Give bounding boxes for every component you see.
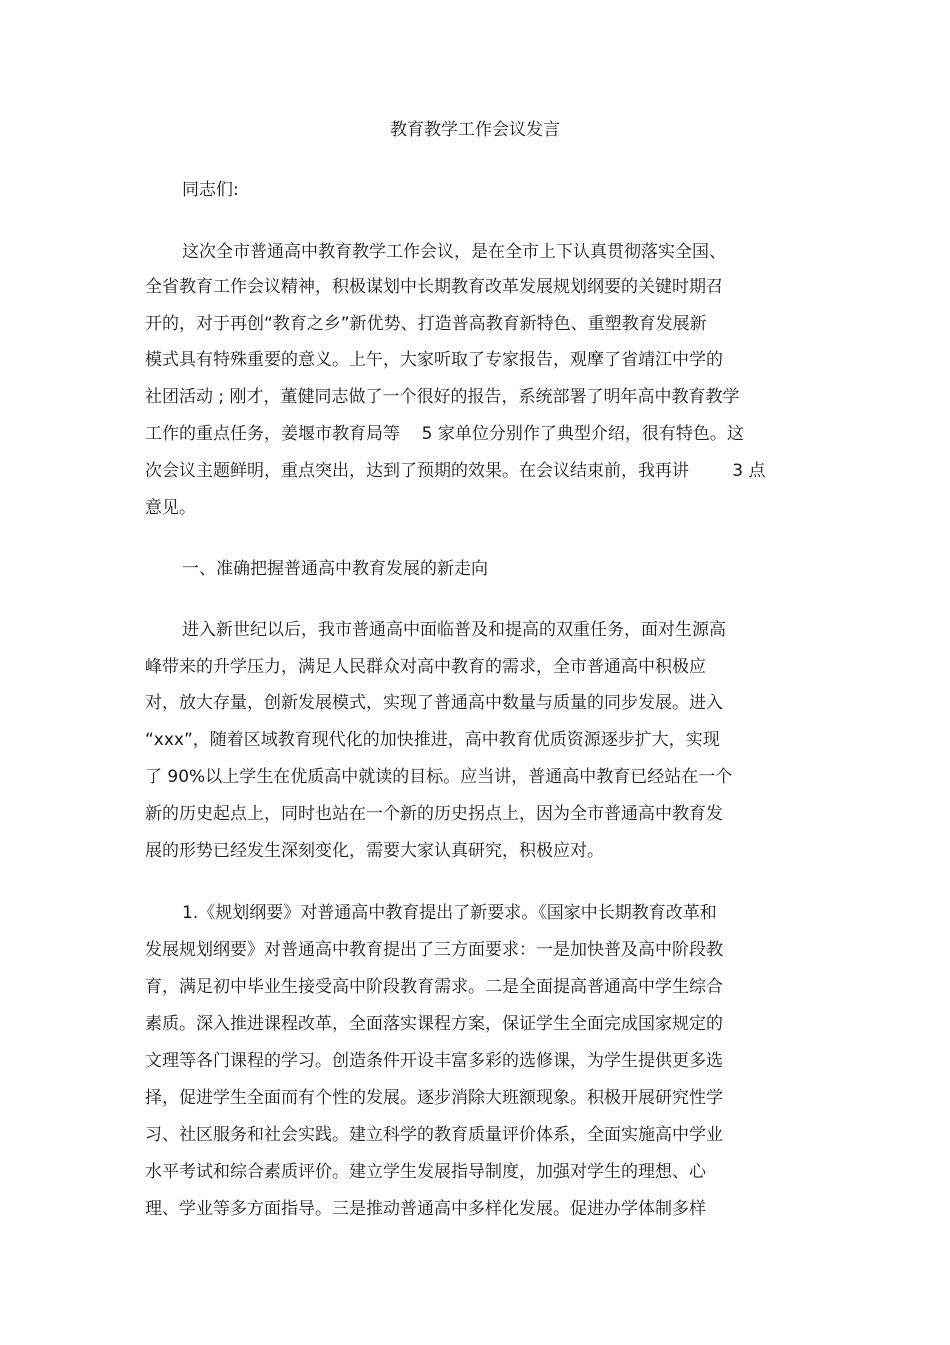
salutation: 同志们: (182, 180, 239, 200)
section-heading: 一、准确把握普通高中教育发展的新走向 (182, 559, 488, 579)
paragraph-line: 展的形势已经发生深刻变化，需要大家认真研究，积极应对。 (145, 841, 604, 861)
paragraph-line: 次会议主题鲜明，重点突出，达到了预期的效果。在会议结束前，我再讲 3 点 (145, 461, 766, 481)
paragraph-line: 水平考试和综合素质评价。建立学生发展指导制度，加强对学生的理想、心 (145, 1162, 706, 1182)
paragraph-line: 了 90%以上学生在优质高中就读的目标。应当讲，普通高中教育已经站在一个 (145, 767, 733, 787)
document-title: 教育教学工作会议发言 (390, 120, 560, 140)
paragraph-line: 新的历史起点上，同时也站在一个新的历史拐点上，因为全市普通高中教育发 (145, 804, 723, 824)
paragraph-line: 工作的重点任务，姜堰市教育局等 5 家单位分别作了典型介绍，很有特色。这 (145, 424, 744, 444)
paragraph-line: 文理等各门课程的学习。创造条件开设丰富多彩的选修课，为学生提供更多选 (145, 1051, 723, 1071)
paragraph-line: 这次全市普通高中教育教学工作会议，是在全市上下认真贯彻落实全国、 (182, 242, 726, 262)
paragraph-line: 社团活动 ; 刚才，董健同志做了一个很好的报告，系统部署了明年高中教育教学 (145, 387, 740, 407)
paragraph-line: 峰带来的升学压力，满足人民群众对高中教育的需求，全市普通高中积极应 (145, 657, 706, 677)
paragraph-line: 1.《规划纲要》对普通高中教育提出了新要求。《国家中长期教育改革和 (182, 903, 717, 923)
paragraph-line: 开的，对于再创“教育之乡”新优势、打造普高教育新特色、重塑教育发展新 (145, 314, 707, 334)
paragraph-line: 育，满足初中毕业生接受高中阶段教育需求。二是全面提高普通高中学生综合 (145, 977, 723, 997)
paragraph-line: “xxx”，随着区域教育现代化的加快推进，高中教育优质资源逐步扩大，实现 (145, 730, 720, 750)
paragraph-line: 习、社区服务和社会实践。建立科学的教育质量评价体系，全面实施高中学业 (145, 1125, 723, 1145)
paragraph-line: 择，促进学生全面而有个性的发展。逐步消除大班额现象。积极开展研究性学 (145, 1088, 723, 1108)
paragraph-line: 进入新世纪以后，我市普通高中面临普及和提高的双重任务，面对生源高 (182, 620, 726, 640)
paragraph-line: 对，放大存量，创新发展模式，实现了普通高中数量与质量的同步发展。进入 (145, 693, 723, 713)
paragraph-line: 发展规划纲要》对普通高中教育提出了三方面要求：一是加快普及高中阶段教 (145, 940, 723, 960)
paragraph-line: 素质。深入推进课程改革，全面落实课程方案，保证学生全面完成国家规定的 (145, 1014, 723, 1034)
paragraph-line: 理、学业等多方面指导。三是推动普通高中多样化发展。促进办学体制多样 (145, 1199, 706, 1219)
paragraph-line: 模式具有特殊重要的意义。上午，大家听取了专家报告，观摩了省靖江中学的 (145, 350, 723, 370)
paragraph-line: 全省教育工作会议精神，积极谋划中长期教育改革发展规划纲要的关键时期召 (145, 277, 723, 297)
paragraph-line: 意见。 (145, 498, 196, 518)
